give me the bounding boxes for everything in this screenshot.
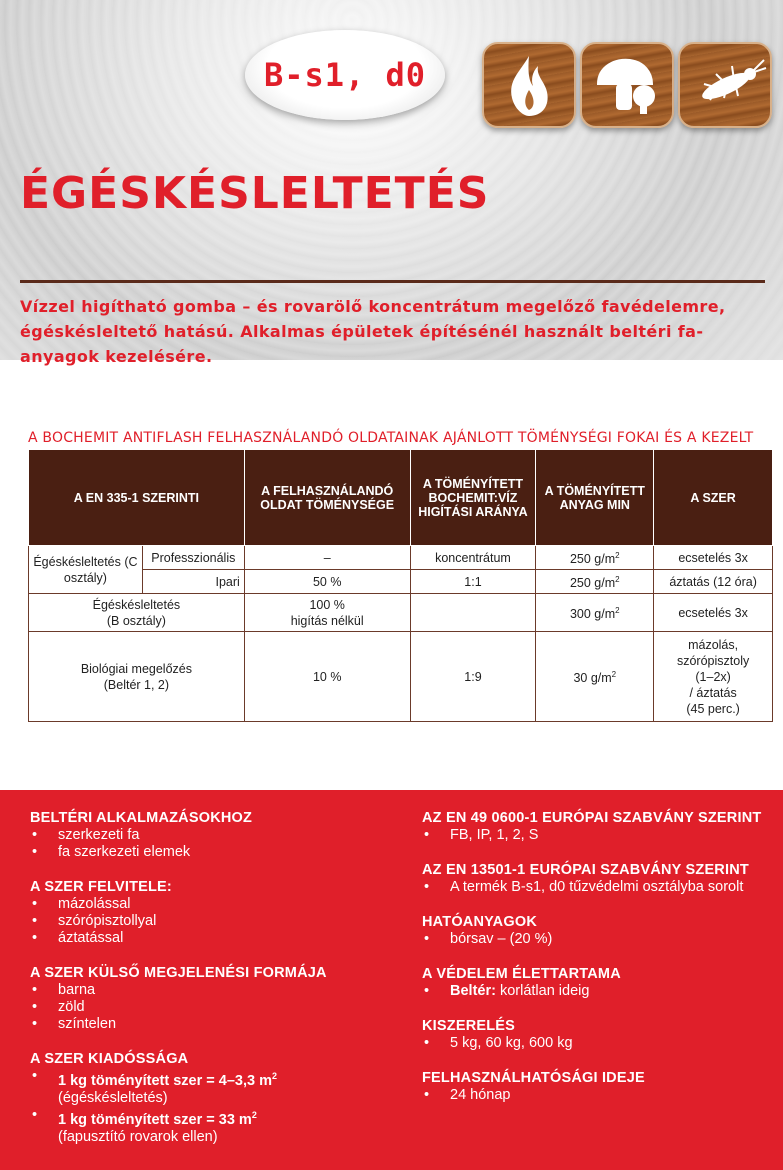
col-header-dilution: A TÖMÉNYÍTETT BOCHEMIT:VÍZ HIGÍTÁSI ARÁNYA xyxy=(410,450,536,546)
flame-icon xyxy=(482,42,576,128)
table-cell: 250 $g/m^2$ xyxy=(536,546,654,570)
table-cell: 50 % xyxy=(244,570,410,594)
table-row xyxy=(29,632,773,722)
list-item: • bórsav – (20 %) xyxy=(422,931,782,948)
row-sub-label: Ipari xyxy=(142,570,244,594)
table-row xyxy=(29,594,773,632)
list-item: • mázolással xyxy=(30,896,390,913)
section-heading: AZ EN 13501-1 EURÓPAI SZABVÁNY SZERINT xyxy=(422,862,749,878)
list-item: • 5 kg, 60 kg, 600 kg xyxy=(422,1035,782,1052)
section-heading: BELTÉRI ALKALMAZÁSOKHOZ xyxy=(30,810,253,826)
list-item: • szórópisztollyal xyxy=(30,913,390,930)
info-section xyxy=(422,966,782,1000)
product-description: Vízzel higítható gomba – és rovarölő koncentrátum megelőző favédelemre, égéskésleltető hatású. Alkalmas épületek építésénél használt beltéri fa-anyagok kezelésére. xyxy=(20,297,726,366)
info-section xyxy=(422,1070,782,1104)
list-item: • A termék B-s1, d0 tűzvédelmi osztályba sorolt xyxy=(422,879,782,896)
info-section xyxy=(30,879,390,947)
list-item: • barna xyxy=(30,982,390,999)
list-item: • színtelen xyxy=(30,1016,390,1033)
section-heading: A VÉDELEM ÉLETTARTAMA xyxy=(422,966,621,982)
list-item: • 1 kg töményített szer = 33 $m^2$ (fapusztító rovarok ellen) xyxy=(30,1107,390,1146)
list-item: • FB, IP, 1, 2, S xyxy=(422,827,782,844)
insect-icon xyxy=(678,42,772,128)
info-section xyxy=(30,810,390,861)
table-cell: 300 $g/m^2$ xyxy=(536,594,654,632)
row-sub-label: Professzionális xyxy=(142,546,244,570)
concentration-table xyxy=(28,449,773,722)
info-column-left xyxy=(30,810,390,1164)
table-cell xyxy=(410,594,536,632)
title-divider xyxy=(20,280,765,283)
list-item: • zöld xyxy=(30,999,390,1016)
list-item: • 1 kg töményített szer = 4–3,3 $m^2$ (égéskésleltetés) xyxy=(30,1068,390,1107)
col-header-min-amount: A TÖMÉNYÍTETT ANYAG MIN xyxy=(536,450,654,546)
section-heading: FELHASZNÁLHATÓSÁGI IDEJE xyxy=(422,1070,645,1086)
classification-badge xyxy=(245,30,445,120)
table-cell: 30 $g/m^2$ xyxy=(536,632,654,722)
info-section xyxy=(422,1018,782,1052)
page-title: ÉGÉSKÉSLELTETÉS xyxy=(20,168,490,219)
col-header-application: A SZER xyxy=(654,450,773,546)
section-heading: HATÓANYAGOK xyxy=(422,914,537,930)
table-cell: áztatás (12 óra) xyxy=(654,570,773,594)
list-item: • áztatással xyxy=(30,930,390,947)
table-row xyxy=(29,546,773,570)
table-cell: – xyxy=(244,546,410,570)
row-group-label: Biológiai megelőzés (Beltér 1, 2) xyxy=(29,632,245,722)
section-heading: A SZER KÜLSŐ MEGJELENÉSI FORMÁJA xyxy=(30,965,327,981)
list-item: • 24 hónap xyxy=(422,1087,782,1104)
info-section xyxy=(30,1051,390,1146)
row-group-label: Égéskésleltetés (C osztály) xyxy=(29,546,143,594)
table-cell: 10 % xyxy=(244,632,410,722)
table-header-row xyxy=(29,450,773,546)
badge-text: B-s1, d0 xyxy=(263,56,427,94)
section-heading: KISZERELÉS xyxy=(422,1018,516,1034)
table-caption: A BOCHEMIT ANTIFLASH FELHASZNÁLANDÓ OLDATAINAK AJÁNLOTT TÖMÉNYSÉGI FOKAI ÉS A KEZELT xyxy=(28,430,754,446)
info-section xyxy=(422,914,782,948)
list-item: • fa szerkezeti elemek xyxy=(30,844,390,861)
section-heading: A SZER KIADÓSSÁGA xyxy=(30,1051,189,1067)
table-cell: 1:9 xyxy=(410,632,536,722)
col-header-standard: A EN 335-1 SZERINTI xyxy=(29,450,245,546)
table-cell: 250 $g/m^2$ xyxy=(536,570,654,594)
table-cell: 1:1 xyxy=(410,570,536,594)
table-cell: ecsetelés 3x xyxy=(654,546,773,570)
info-column-right xyxy=(422,810,782,1122)
col-header-concentration: A FELHASZNÁLANDÓ OLDAT TÖMÉNYSÉGE xyxy=(244,450,410,546)
mushroom-icon xyxy=(580,42,674,128)
info-section xyxy=(422,862,782,896)
info-section xyxy=(422,810,782,844)
row-group-label: Égéskésleltetés (B osztály) xyxy=(29,594,245,632)
table-cell: mázolás, szórópisztoly (1–2x) / áztatás (45 perc.) xyxy=(654,632,773,722)
info-section xyxy=(30,965,390,1033)
section-heading: A SZER FELVITELE: xyxy=(30,879,172,895)
list-item: • Beltér: korlátlan ideig xyxy=(422,983,782,1000)
list-item: • szerkezeti fa xyxy=(30,827,390,844)
table-cell: koncentrátum xyxy=(410,546,536,570)
table-cell: 100 % higítás nélkül xyxy=(244,594,410,632)
table-cell: ecsetelés 3x xyxy=(654,594,773,632)
section-heading: AZ EN 49 0600-1 EURÓPAI SZABVÁNY SZERINT xyxy=(422,810,762,826)
